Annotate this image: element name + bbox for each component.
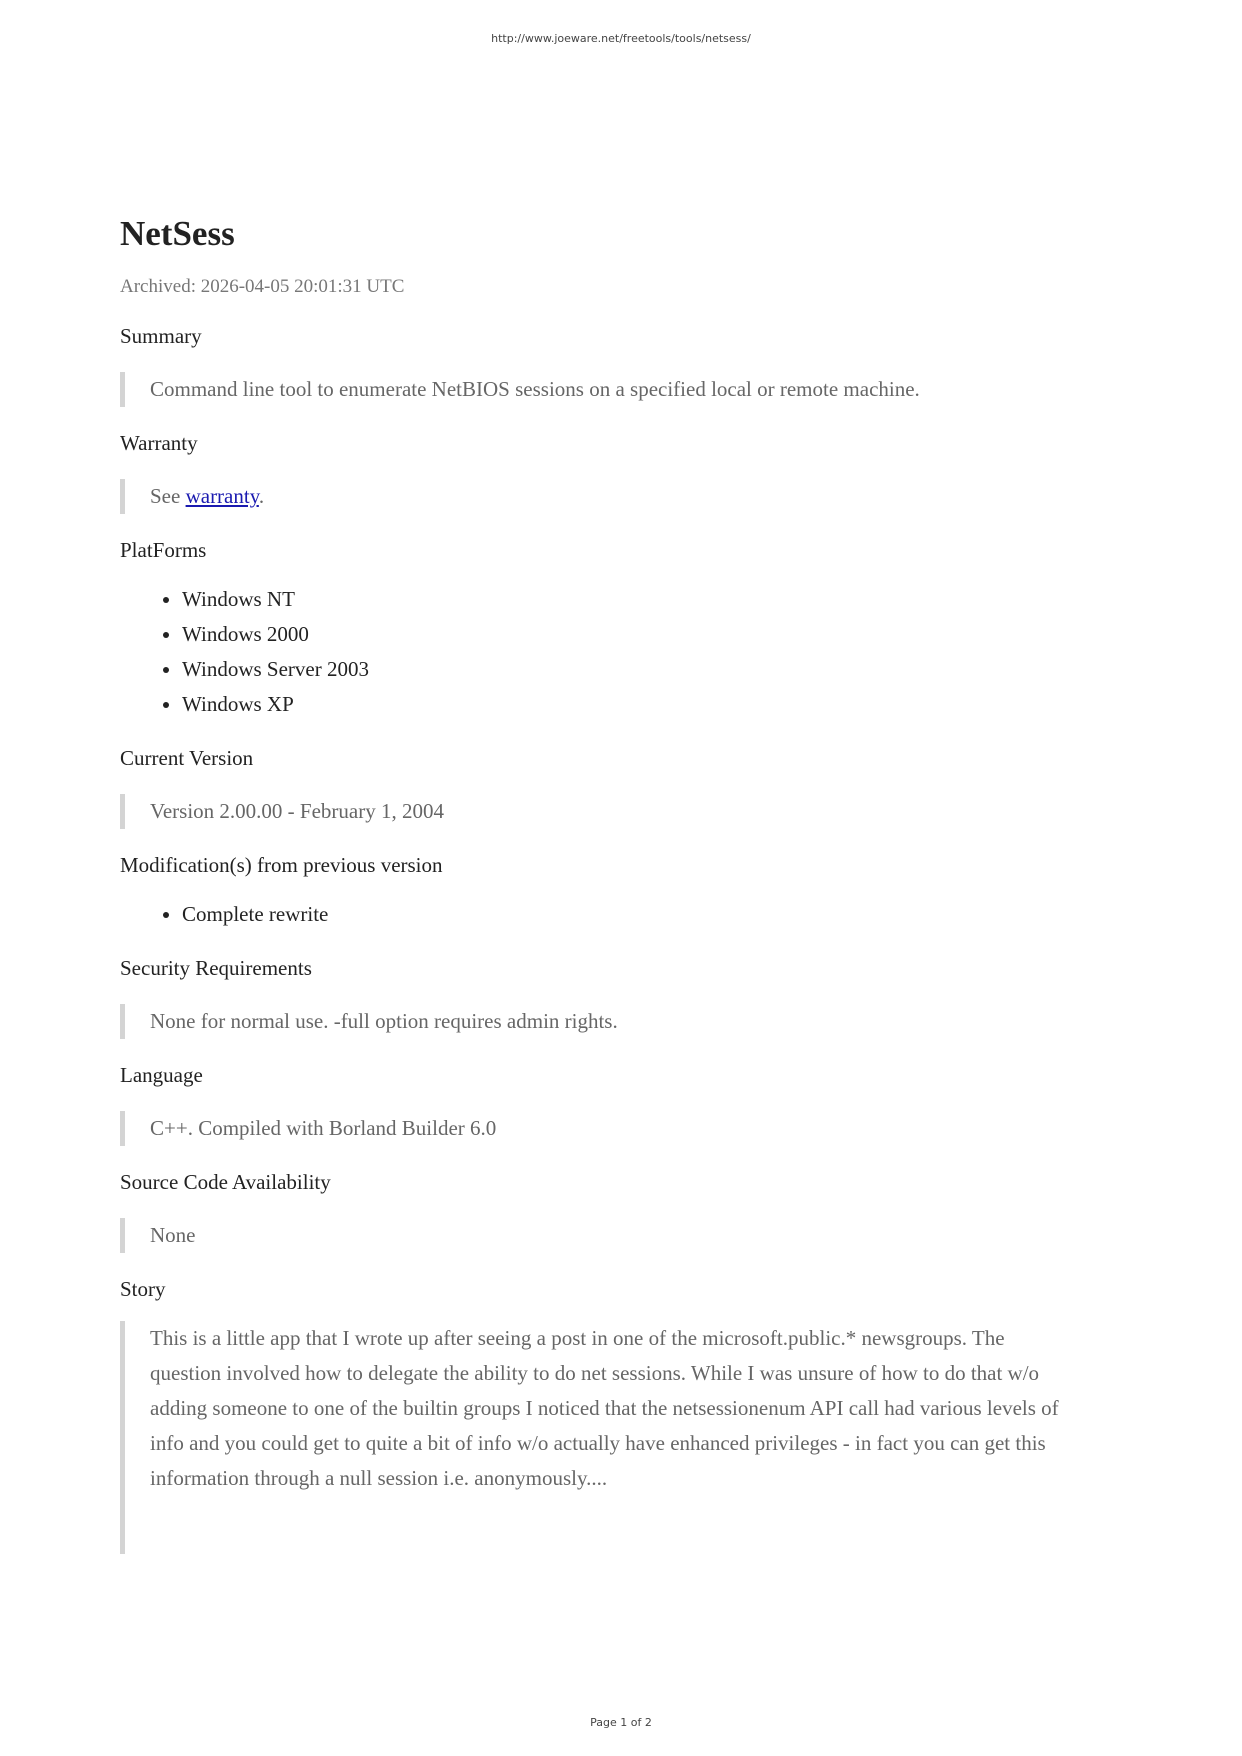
platforms-list: [120, 582, 1080, 722]
platforms-heading: PlatForms: [120, 538, 207, 562]
current-version-heading: Current Version: [120, 746, 254, 770]
summary-heading: Summary: [120, 324, 202, 348]
page-url-header: http://www.joeware.net/freetools/tools/netsess/: [491, 32, 751, 45]
summary-quote: [120, 372, 1080, 407]
warranty-prefix: See: [150, 484, 186, 508]
list-item: • Windows 2000: [182, 617, 1080, 652]
security-quote: [120, 1004, 1080, 1039]
summary-text: Command line tool to enumerate NetBIOS sessions on a specified local or remote machine.: [150, 377, 920, 401]
language-heading: Language: [120, 1063, 203, 1087]
story-quote: [120, 1321, 1080, 1554]
list-item: • Complete rewrite: [182, 897, 1080, 932]
warranty-suffix: .: [258, 484, 265, 508]
current-version-quote: [120, 794, 1080, 829]
list-item: • Windows Server 2003: [182, 652, 1080, 687]
list-item: • Windows XP: [182, 687, 1080, 722]
security-heading: Security Requirements: [120, 956, 312, 980]
page-title: NetSess: [120, 214, 235, 253]
source-code-heading: Source Code Availability: [120, 1170, 331, 1194]
language-text: C++. Compiled with Borland Builder 6.0: [150, 1116, 497, 1140]
warranty-heading: Warranty: [120, 431, 198, 455]
list-item: • Windows NT: [182, 582, 1080, 617]
current-version-text: Version 2.00.00 - February 1, 2004: [150, 799, 444, 823]
source-code-text: None: [150, 1223, 196, 1247]
story-heading: Story: [120, 1277, 166, 1301]
page-number-footer: Page 1 of 2: [590, 1716, 652, 1729]
warranty-quote: [120, 479, 1080, 514]
modifications-list: [120, 897, 1080, 932]
archived-timestamp: Archived: 2026-04-05 20:01:31 UTC: [120, 276, 405, 297]
security-text: None for normal use. -full option requires admin rights.: [150, 1009, 618, 1033]
warranty-link[interactable]: warranty: [185, 484, 259, 508]
language-quote: [120, 1111, 1080, 1146]
source-code-quote: [120, 1218, 1080, 1253]
article-content: [120, 210, 1080, 1554]
modifications-heading: Modification(s) from previous version: [120, 853, 443, 877]
story-text: This is a little app that I wrote up after seeing a post in one of the microsoft.public.* newsgroups. The question involved how to delegate the ability to do net sessions. While I was unsure of how to do that w/o adding someone to one of the builtin groups I noticed that the netsessionenum API call had various levels of info and you could get to quite a bit of info w/o actually have enhanced privileges - in fact you can get this information through a null session i.e. anonymously....: [150, 1326, 1059, 1490]
